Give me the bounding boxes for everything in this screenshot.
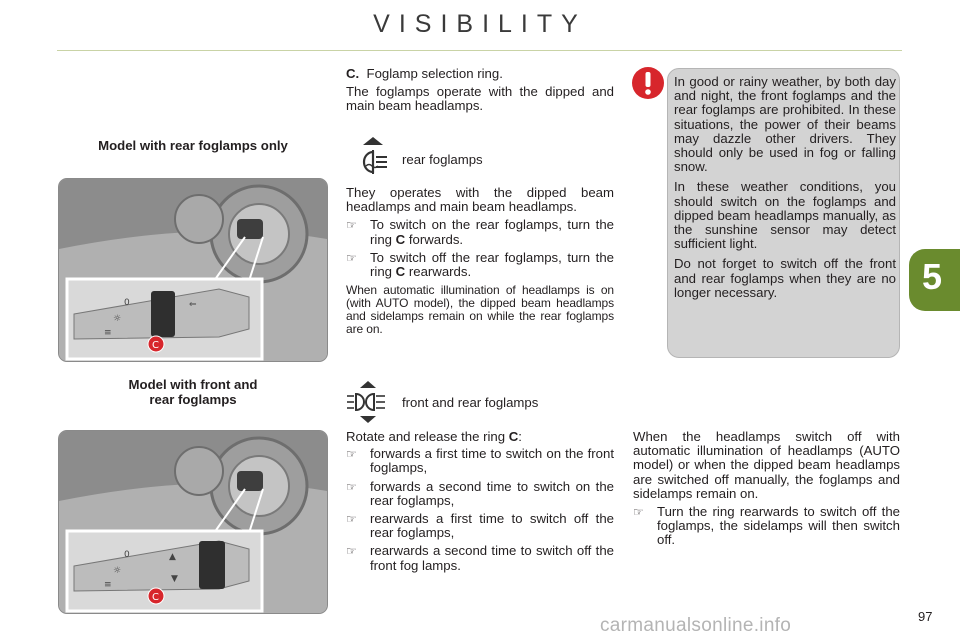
model-front-rear-heading-line1: Model with front and: [128, 377, 258, 392]
svg-text:≡: ≡: [104, 580, 112, 590]
stalk-photo-rear: [58, 178, 328, 362]
watermark: carmanualsonline.info: [600, 615, 792, 636]
svg-text:0: 0: [124, 550, 130, 560]
model-front-rear-heading-line2: rear foglamps: [149, 392, 237, 407]
rear-paragraph: They operates with the dipped beam headlamps and main beam headlamps.: [346, 185, 614, 215]
stalk-photo-front-rear-illustration: [59, 431, 327, 613]
svg-text:▲: ▲: [169, 552, 176, 562]
model-rear-heading: Model with rear foglamps only: [98, 138, 288, 153]
svg-text:⇐: ⇐: [189, 300, 197, 310]
chapter-number: 5: [921, 256, 943, 297]
pointing-hand-icon: ☞: [346, 479, 357, 494]
pointing-hand-icon: ☞: [346, 250, 357, 265]
model-front-rear-heading: [58, 377, 328, 407]
intro-block: [346, 67, 614, 114]
pointing-hand-icon: ☞: [633, 505, 644, 520]
rear-bullet-2: ☞ To switch off the rear foglamps, turn the ring C rearwards.: [346, 249, 614, 280]
pointing-hand-icon: ☞: [346, 447, 357, 462]
intro-letter: C.: [346, 66, 360, 81]
rotate-bullet-2: ☞ forwards a second time to switch on the rear foglamps,: [346, 478, 614, 508]
svg-text:0: 0: [124, 298, 130, 308]
rotate-section: Rotate and release the ring C: ☞ forwards a first time to switch on the front foglamps, ☞ forwards a second time to switch on the rear foglamps, ☞ rearwards a first time to switch off the rear foglamps, ☞ rearwards a second time to switch off the front fog lamps.: [346, 429, 614, 573]
warning-paragraph-3: Do not forget to switch off the front and rear foglamps when they are no longer necessary.: [674, 256, 896, 300]
rotate-bullet-1: ☞ forwards a first time to switch on the front foglamps,: [346, 446, 614, 476]
rotate-bullet-3: ☞ rearwards a first time to switch off the rear foglamps,: [346, 511, 614, 541]
stalk-photo-rear-illustration: [59, 179, 327, 361]
rear-section: [346, 186, 614, 336]
svg-text:☼: ☼: [113, 566, 122, 576]
pointing-hand-icon: ☞: [346, 544, 357, 559]
intro-paragraph: The foglamps operate with the dipped and main beam headlamps.: [346, 84, 614, 114]
callout-c-front-rear: C: [152, 592, 159, 603]
rear-foglamp-label: rear foglamps: [402, 152, 483, 167]
auto-note: When automatic illumination of headlamps is on (with AUTO model), the dipped beam headlamps and sidelamps remain on while the rear foglamps are on.: [346, 283, 614, 337]
rear-bullet-1: ☞ To switch on the rear foglamps, turn the ring C forwards.: [346, 217, 614, 247]
rotate-bullet-4: ☞ rearwards a second time to switch off the front fog lamps.: [346, 543, 614, 573]
title-divider: [57, 50, 902, 51]
pointing-hand-icon: ☞: [346, 512, 357, 527]
auto-off-bullet: ☞ Turn the ring rearwards to switch off the foglamps, the sidelamps will then switch off.: [633, 504, 900, 548]
svg-text:≡: ≡: [104, 328, 112, 338]
svg-text:▼: ▼: [171, 574, 178, 584]
auto-off-section: [633, 430, 900, 548]
rear-foglamp-icon: [356, 136, 390, 182]
warning-icon: [631, 66, 665, 100]
intro-text: Foglamp selection ring.: [366, 66, 503, 81]
callout-c-rear: C: [152, 340, 159, 351]
auto-off-paragraph: When the headlamps switch off with automatic illumination of headlamps (AUTO model) or when the dipped beam headlamps are switched off manually, the foglamps and sidelamps remain on.: [633, 429, 900, 501]
front-rear-foglamp-label: front and rear foglamps: [402, 395, 539, 410]
warning-text: [674, 75, 896, 300]
front-rear-foglamp-icon: [346, 380, 386, 424]
svg-text:☼: ☼: [113, 314, 122, 324]
warning-paragraph-1: In good or rainy weather, by both day and night, the front foglamps and the rear foglamps are prohibited. In these situations, the power of their beams may dazzle other drivers. They should only be used in fog or falling snow.: [674, 74, 896, 175]
stalk-photo-front-rear: [58, 430, 328, 614]
page-number: 97: [918, 609, 933, 624]
pointing-hand-icon: ☞: [346, 218, 357, 233]
warning-paragraph-2: In these weather conditions, you should switch on the foglamps and dipped beam headlamps manually, as the sunshine sensor may detect sufficient light.: [674, 179, 896, 252]
page-title: VISIBILITY: [373, 10, 587, 38]
